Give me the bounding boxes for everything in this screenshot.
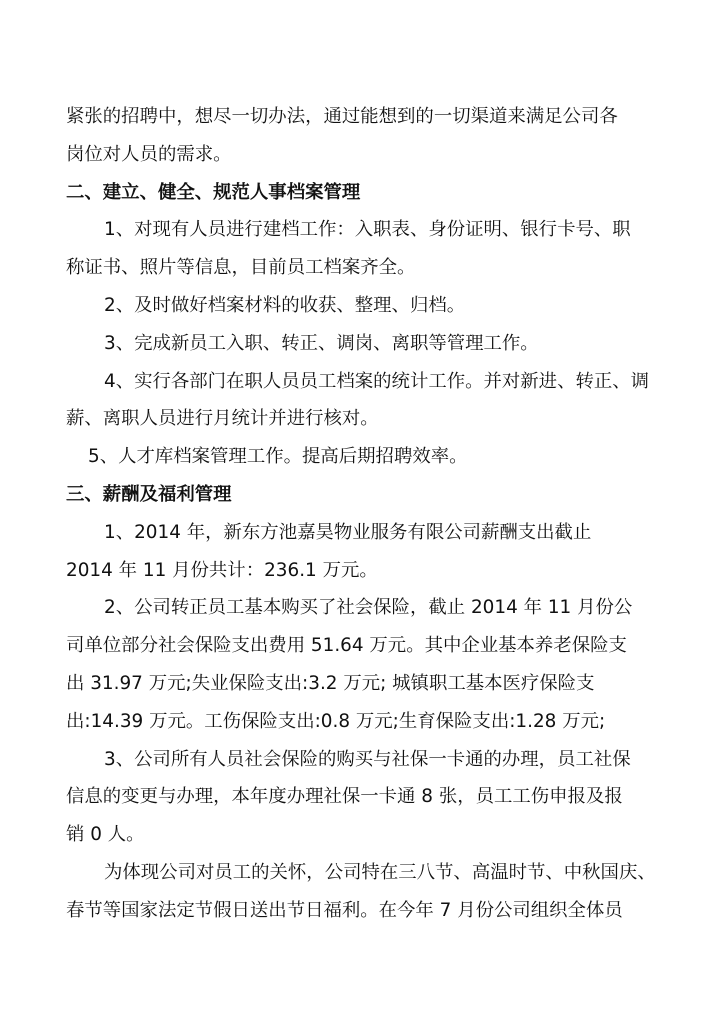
paragraph-line: 司单位部分社会保险支出费用 51.64 万元。其中企业基本养老保险支 xyxy=(66,635,627,657)
list-item: 2、及时做好档案材料的收获、整理、归档。 xyxy=(104,294,466,316)
paragraph-line: 薪、离职人员进行月统计并进行核对。 xyxy=(66,408,379,430)
list-item: 2、公司转正员工基本购买了社会保险，截止 2014 年 11 月份公 xyxy=(104,597,633,619)
list-item: 3、公司所有人员社会保险的购买与社保一卡通的办理，员工社保 xyxy=(104,748,631,770)
paragraph-line: 称证书、照片等信息，目前员工档案齐全。 xyxy=(66,257,416,279)
paragraph-line: 信息的变更与办理，本年度办理社保一卡通 8 张，员工工伤申报及报 xyxy=(66,786,623,808)
paragraph-line: 紧张的招聘中，想尽一切办法，通过能想到的一切渠道来满足公司各 xyxy=(66,106,618,127)
paragraph-line: 春节等国家法定节假日送出节日福利。在今年 7 月份公司组织全体员 xyxy=(66,899,623,921)
paragraph-line: 2014 年 11 月份共计：236.1 万元。 xyxy=(66,559,378,581)
list-item: 1、对现有人员进行建档工作：入职表、身份证明、银行卡号、职 xyxy=(104,219,631,241)
section-heading: 二、建立、健全、规范人事档案管理 xyxy=(66,181,361,203)
paragraph-line: 出:14.39 万元。工伤保险支出:0.8 万元;生育保险支出:1.28 万元; xyxy=(66,710,606,732)
paragraph-line: 岗位对人员的需求。 xyxy=(66,143,232,165)
list-item: 1、2014 年，新东方池嘉昊物业服务有限公司薪酬支出截止 xyxy=(104,521,592,543)
list-item: 4、实行各部门在职人员员工档案的统计工作。并对新进、转正、调 xyxy=(104,370,650,392)
paragraph-line: 销 0 人。 xyxy=(66,824,145,846)
list-item: 3、完成新员工入职、转正、调岗、离职等管理工作。 xyxy=(104,332,539,354)
document-page xyxy=(66,98,666,930)
section-heading: 三、薪酬及福利管理 xyxy=(66,483,232,505)
list-item: 5、人才库档案管理工作。提高后期招聘效率。 xyxy=(88,446,468,468)
paragraph-line: 出 31.97 万元;失业保险支出:3.2 万元; 城镇职工基本医疗保险支 xyxy=(66,672,595,694)
paragraph-line: 为体现公司对员工的关怀，公司特在三八节、高温时节、中秋国庆、 xyxy=(104,861,656,883)
